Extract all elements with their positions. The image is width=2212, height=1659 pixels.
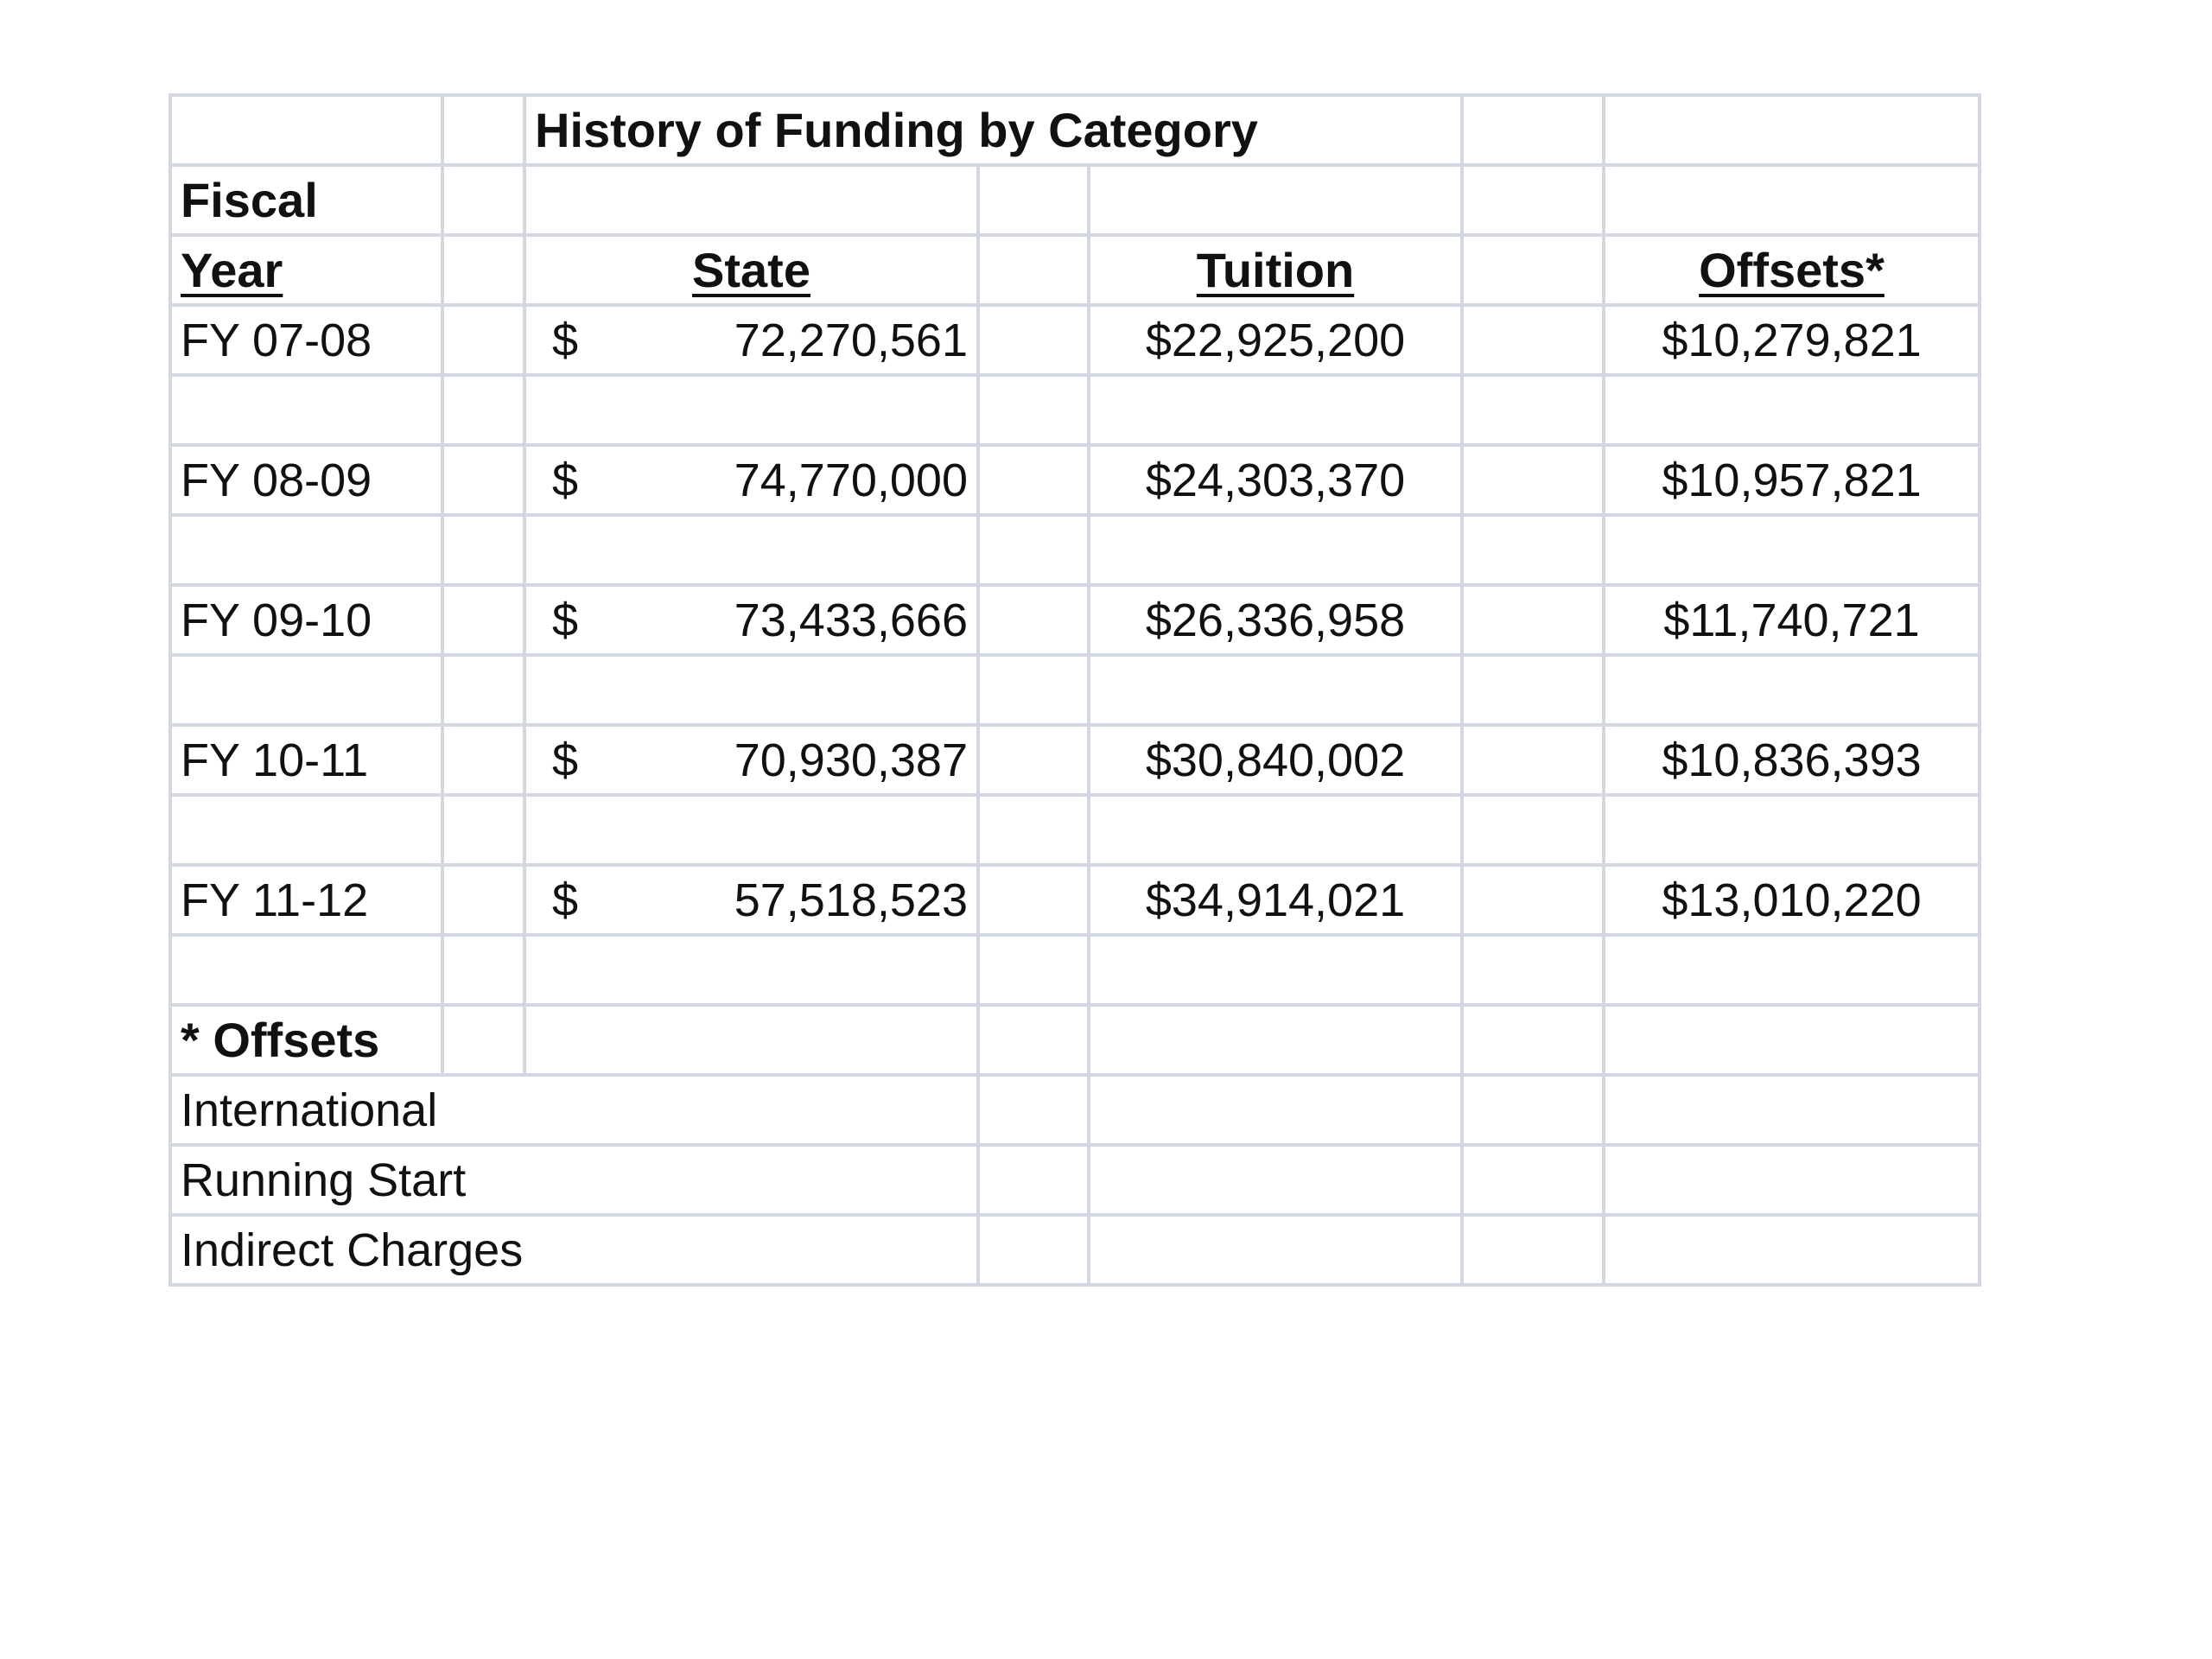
spacer-row [170,935,1980,1005]
state-amount: 72,270,561 [734,314,968,366]
cell-blank [1604,1005,1980,1075]
cell-blank [1089,1145,1462,1215]
offsets-note-title: * Offsets [170,1005,442,1075]
spacer-row [170,795,1980,865]
table-row [170,305,1980,375]
header-tuition-cell [1089,235,1462,305]
cell-blank [1462,95,1604,165]
header-row-columns [170,235,1980,305]
currency-symbol: $ [1662,874,1688,926]
offsets-amount: 10,836,393 [1688,734,1922,786]
offsets-amount: 10,279,821 [1688,314,1922,366]
cell-blank [442,585,524,655]
tuition-amount: 24,303,370 [1171,454,1406,506]
cell-blank [978,1215,1089,1285]
cell-blank [442,445,524,515]
cell-blank [442,305,524,375]
fiscal-year: FY 07-08 [170,305,442,375]
currency-symbol: $ [1663,594,1690,646]
spacer-row [170,375,1980,445]
cell-blank [442,865,524,935]
tuition-amount-cell [1089,305,1462,375]
cell-blank [170,95,442,165]
cell-blank [1462,305,1604,375]
offsets-amount: 10,957,821 [1688,454,1922,506]
cell-blank [442,725,524,795]
cell-blank [1462,1075,1604,1145]
cell-blank [1462,1005,1604,1075]
table-row [170,725,1980,795]
cell-blank [978,725,1089,795]
tuition-amount-cell [1089,865,1462,935]
tuition-amount: 22,925,200 [1171,314,1406,366]
header-state: State [692,242,810,297]
header-offsets: Offsets* [1699,242,1885,297]
fiscal-year: FY 11-12 [170,865,442,935]
offsets-note-row [170,1005,1980,1075]
offsets-item: International [170,1075,978,1145]
cell-blank [978,865,1089,935]
header-fiscal: Fiscal [170,165,442,235]
cell-blank [442,235,524,305]
cell-blank [442,95,524,165]
state-amount-cell [524,585,978,655]
offsets-amount-cell [1604,585,1980,655]
offsets-amount: 13,010,220 [1688,874,1922,926]
cell-blank [1089,1005,1462,1075]
tuition-amount: 34,914,021 [1171,874,1406,926]
cell-blank [978,585,1089,655]
currency-symbol: $ [1145,874,1172,926]
cell-blank [1462,1145,1604,1215]
currency-symbol: $ [552,734,579,786]
header-offsets-cell [1604,235,1980,305]
fiscal-year: FY 10-11 [170,725,442,795]
currency-symbol: $ [552,454,579,506]
table-title: History of Funding by Category [524,95,1462,165]
state-amount-cell [524,865,978,935]
cell-blank [1462,445,1604,515]
header-state-cell [524,235,978,305]
offsets-amount-cell [1604,445,1980,515]
cell-blank [1462,165,1604,235]
spacer-row [170,655,1980,725]
currency-symbol: $ [1145,594,1172,646]
cell-blank [1462,235,1604,305]
cell-blank [1604,1075,1980,1145]
cell-blank [978,235,1089,305]
currency-symbol: $ [1662,454,1688,506]
cell-blank [1462,1215,1604,1285]
cell-blank [978,445,1089,515]
table-row [170,445,1980,515]
state-amount-cell [524,305,978,375]
offsets-amount-cell [1604,725,1980,795]
funding-history-table [168,93,1981,1287]
header-year: Year [181,242,283,297]
cell-blank [1604,95,1980,165]
cell-blank [978,1145,1089,1215]
cell-blank [978,165,1089,235]
state-amount: 73,433,666 [734,594,968,646]
currency-symbol: $ [1145,734,1172,786]
currency-symbol: $ [552,874,579,926]
state-amount-cell [524,725,978,795]
offsets-amount: 11,740,721 [1689,594,1920,646]
header-year-cell [170,235,442,305]
offsets-item-row [170,1145,1980,1215]
header-row-fiscal [170,165,1980,235]
currency-symbol: $ [1145,314,1172,366]
table-row [170,585,1980,655]
currency-symbol: $ [1662,734,1688,786]
tuition-amount: 30,840,002 [1171,734,1406,786]
cell-blank [1089,1075,1462,1145]
currency-symbol: $ [1662,314,1688,366]
cell-blank [978,305,1089,375]
currency-symbol: $ [552,314,579,366]
tuition-amount-cell [1089,445,1462,515]
cell-blank [1462,725,1604,795]
state-amount: 57,518,523 [734,874,968,926]
cell-blank [1462,585,1604,655]
cell-blank [1089,1215,1462,1285]
cell-blank [1604,165,1980,235]
cell-blank [1462,865,1604,935]
header-tuition: Tuition [1196,242,1355,297]
offsets-amount-cell [1604,305,1980,375]
cell-blank [1089,165,1462,235]
currency-symbol: $ [1145,454,1172,506]
cell-blank [978,1005,1089,1075]
tuition-amount-cell [1089,585,1462,655]
cell-blank [524,1005,978,1075]
cell-blank [1604,1145,1980,1215]
cell-blank [978,1075,1089,1145]
state-amount: 70,930,387 [734,734,968,786]
cell-blank [1604,1215,1980,1285]
offsets-item-row [170,1075,1980,1145]
offsets-item: Indirect Charges [170,1215,978,1285]
tuition-amount: 26,336,958 [1171,594,1406,646]
cell-blank [442,1005,524,1075]
offsets-item: Running Start [170,1145,978,1215]
title-row [170,95,1980,165]
state-amount-cell [524,445,978,515]
offsets-amount-cell [1604,865,1980,935]
offsets-item-row [170,1215,1980,1285]
fiscal-year: FY 08-09 [170,445,442,515]
cell-blank [524,165,978,235]
state-amount: 74,770,000 [734,454,968,506]
tuition-amount-cell [1089,725,1462,795]
table-row [170,865,1980,935]
currency-symbol: $ [552,594,579,646]
cell-blank [442,165,524,235]
fiscal-year: FY 09-10 [170,585,442,655]
spacer-row [170,515,1980,585]
